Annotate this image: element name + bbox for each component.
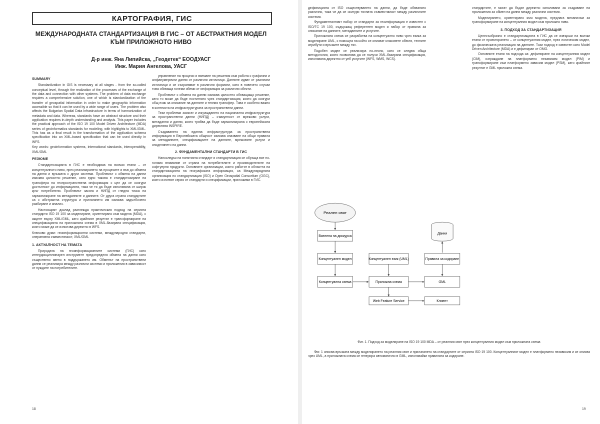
right-col1-paragraph-3: Приложната схема се разработва на концептуално ниво чрез езика за моделиране UML, с помощта на който се описват класовете обекти, техните атрибути и връзките между тях. (308, 34, 426, 48)
middle-paragraph-4: Създаването на единна инфраструктура за пространствена информация в Европейската общност изисква спазване на общи правила за метаданните, спецификациите на данните, мрежовите услуги и споделянето на данни. (152, 129, 270, 147)
middle-paragraph-3: Тези проблеми засягат и изграждането на национална инфраструктура за пространствени данни (НИПД) – съвкупност от мрежови услуги, метаданни и данни, която трябва да бъде хармонизирана с европейската директива INSPIRE. (152, 111, 270, 129)
article-title: МЕЖДУНАРОДНАТА СТАНДАРТИЗАЦИЯ В ГИС – ОТ АБСТРАКТНИЯ МОДЕЛ КЪМ ПРИЛОЖНОТО НИВО (35, 31, 267, 46)
resume-paragraph-2: Настоящият доклад разглежда практическия подход на серията стандарти ISO 19 100 за моделиране, ориентирано към модела (MDA), с акцент върху XML/GML, като крайният резултат е трансформиране на спецификацията на приложната схема в XML-базирана спецификация, която може да се използва директно в WFS. (32, 208, 146, 230)
section-3-heading: 3. ПОДХОД ЗА СТАНДАРТИЗАЦИЯ (500, 27, 562, 32)
mda-diagram (308, 166, 468, 338)
right-page (302, 0, 600, 424)
right-col2-paragraph-3: Целесъобразно е стандартизацията в ГИС да се извърши на всички етапи от проектирането – от концептуалния модел, през логическия модел, до физическата реализация на данните. Този подход е известен като Model Driven Architecture (MDA) и е дефиниран от OMG. (472, 33, 590, 51)
section-1-text: Природата на геоинформационните системи (ГИС) като интердисциплинарен инструмент предопределя обмена на данни като съществено звено в поддържането им. Обменът на пространствени данни се реализира между различни системи и приложения в зависимост от нуждите на потребителите. (32, 248, 146, 271)
universe-label: Вселена на дискурса (318, 234, 352, 239)
left-column (32, 74, 146, 404)
resume-paragraph-1: Стандартизацията в ГИС е необходима на всички етапи – от концептуалното ниво, през реализирането на процесите и във до обмена на данни и връзката с други системи. Проблемът с обмена на данни изисква цялостно решение, като едно такова е стандартизиране на трансфера на геопространствена информация с цел да се осигури достъпност до информацията, така че тя да бъде използвана от широк кръг потребители. Проблемът засяга и НИПД от гледна точка на хармонизиране на метаданните и данните. От друга страна стандартите са с абстрактна структура и прилагането им изисква задълбочено разбиране и анализ. (32, 163, 146, 207)
right-col1-paragraph-4: Подобен модел се реализира по-лесно, като се следва обща методология, която позволява да се получи XML-базирана спецификация, използвана директно от уеб услугите (WFS, WMS, WCS). (308, 48, 426, 62)
right-col2-paragraph-2: Моделирането, ориентирано към модела, предлага механизъм за трансформиране на концептуалния модел към приложно ниво. (472, 15, 590, 25)
middle-column (152, 74, 270, 404)
summary-text: Standardization in GIS is necessary at all stages - from the so-called conceptual level, through the realization of the processes of the exchange of the data and connection with other systems. The problem of data exchange requires a comprehensive solution, one of which is standardization of the transfer of geospatial information in order to make geographic information accessible so that it can be used by a wide range of users. The problem also affects the Bulgarian Spatial Data Infrastructure in terms of harmonization of metadata and data. Whereas, standards have an abstract structure and their application requires in-depth understanding and analysis. This paper includes the practical approach of the ISO 19 100 Model Driven Architecture (MDA) series of geoinformatics standards for modeling, with highlights to XML/GML. This has as a final result in the transformation of the application schema specification into an XML-based specification that can be used directly in WFS. (32, 83, 146, 144)
gml-label: GML (438, 280, 446, 285)
middle-paragraph-2: Проблемът с обмена на данни изисква цялостно обхващащо решение, като то може да бъде постигнато чрез стандартизация, която да осигури общ език за описание на данните и техния трансфер. Това е особено важно в контекста на инфраструктурата за пространствени данни. (152, 92, 270, 110)
summary-heading: SUMMARY (32, 77, 51, 81)
wfs-label: Web Feature Service (372, 299, 405, 304)
language-label: Концептуален език (UML) (368, 257, 409, 262)
data-label: Данни (437, 231, 448, 236)
section-header (32, 12, 272, 25)
conceptual-schema-label: Концептуална схема (318, 280, 352, 285)
right-bottom-text (308, 350, 590, 404)
right-col1-paragraph-2: Фундаменталният набор от стандарти за геоинформация е известен с ISO/TC 19 100, съдържащ референтен модел и набор от правила за описание на данните, метаданните и услугите. (308, 20, 426, 33)
middle-paragraph-1: управление на процеси и вземане на решения към работа с графични и алфанумерични данни от различни източници. Данните идват от различни източници и се съхраняват в различни формати, като в повечето случаи това обхваща големи обеми от информация за различни обекти. (152, 74, 270, 92)
right-column-1 (308, 6, 426, 166)
keywords-bg: Ключови думи: геоинформационни системи, международни стандарти, оперативна съвместимост, XML/GML (32, 230, 146, 240)
right-col2-paragraph-1: стандартите, е могат да бъдат директно използвани за създаване на приложения за обмен на данни между различни системи. (472, 6, 590, 15)
left-page (0, 0, 298, 424)
keywords-en: Key words: geoinformation systems, international standards, interoperability, XML/GML (32, 145, 146, 154)
right-bottom-paragraph: Фиг. 1 описва връзката между моделирането на реалния свят и прилагането на стандартите от серията ISO 19 100. Концептуалният модел е платформено независим и се описва чрез UML, а приложната схема се генерира автоматично в GML, използвайки правилата за кодиране. (308, 350, 590, 359)
section-2-text: Напоследък на понятията стандарт и стандартизация се обръща все по-голямо внимание от страна на потребителите и производителите на софтуерни продукти. Основните организации, които работят в областта на стандартизацията на географската информация, са Международната организация по стандартизация (ISO) и Open Geospatial Consortium (OGC), които изготвят серия от стандарти и спецификации, приложими в ГИС. (152, 156, 270, 183)
right-col2-paragraph-4: Основните етапи на подхода са: дефиниране на концептуалния модел (CIM), изграждане на платформено независим модел (PIM) и трансформиране към платформено зависим модел (PSM), като крайният резултат е GML приложна схема. (472, 52, 590, 70)
right-col1-paragraph-1: дефиницията от ISO съществуването на данни, да бъде обхванато различно, така че да се осигури тяхната съвместимост между различните системи. (308, 6, 426, 19)
page-number-left: 18 (32, 407, 36, 411)
real-world-label: Реален свят (323, 210, 347, 216)
section-1-heading: 1. АКТУАЛНОСТ НА ТЕМАТА (32, 242, 83, 247)
author-1: Д-р инж. Яна Липийска, „Геодетек“ ЕООДУАСГ (91, 57, 211, 63)
authors (32, 57, 270, 70)
right-column-2 (472, 6, 590, 336)
page-number-right: 19 (582, 407, 586, 411)
encoding-label: Правила за кодиране (425, 257, 460, 262)
conceptual-model-label: Концептуален модел (318, 257, 352, 262)
client-label: Клиент (436, 299, 448, 304)
figure-caption: Фиг. 1. Подход за моделиране на ISO 19 100 MDA – от реалния свят през концептуалния модел към приложната схема (357, 340, 541, 344)
section-2-heading: 2. ФУНДАМЕНТАЛНИ СТАНДАРТИ В ГИС (175, 150, 247, 155)
section-title: КАРТОГРАФИЯ, ГИС (111, 14, 193, 23)
application-schema-label: Приложна схема (375, 280, 402, 285)
resume-heading: РЕЗЮМЕ (32, 157, 49, 162)
author-2: Инж. Мария Ангелова, УАСГ (115, 63, 187, 70)
